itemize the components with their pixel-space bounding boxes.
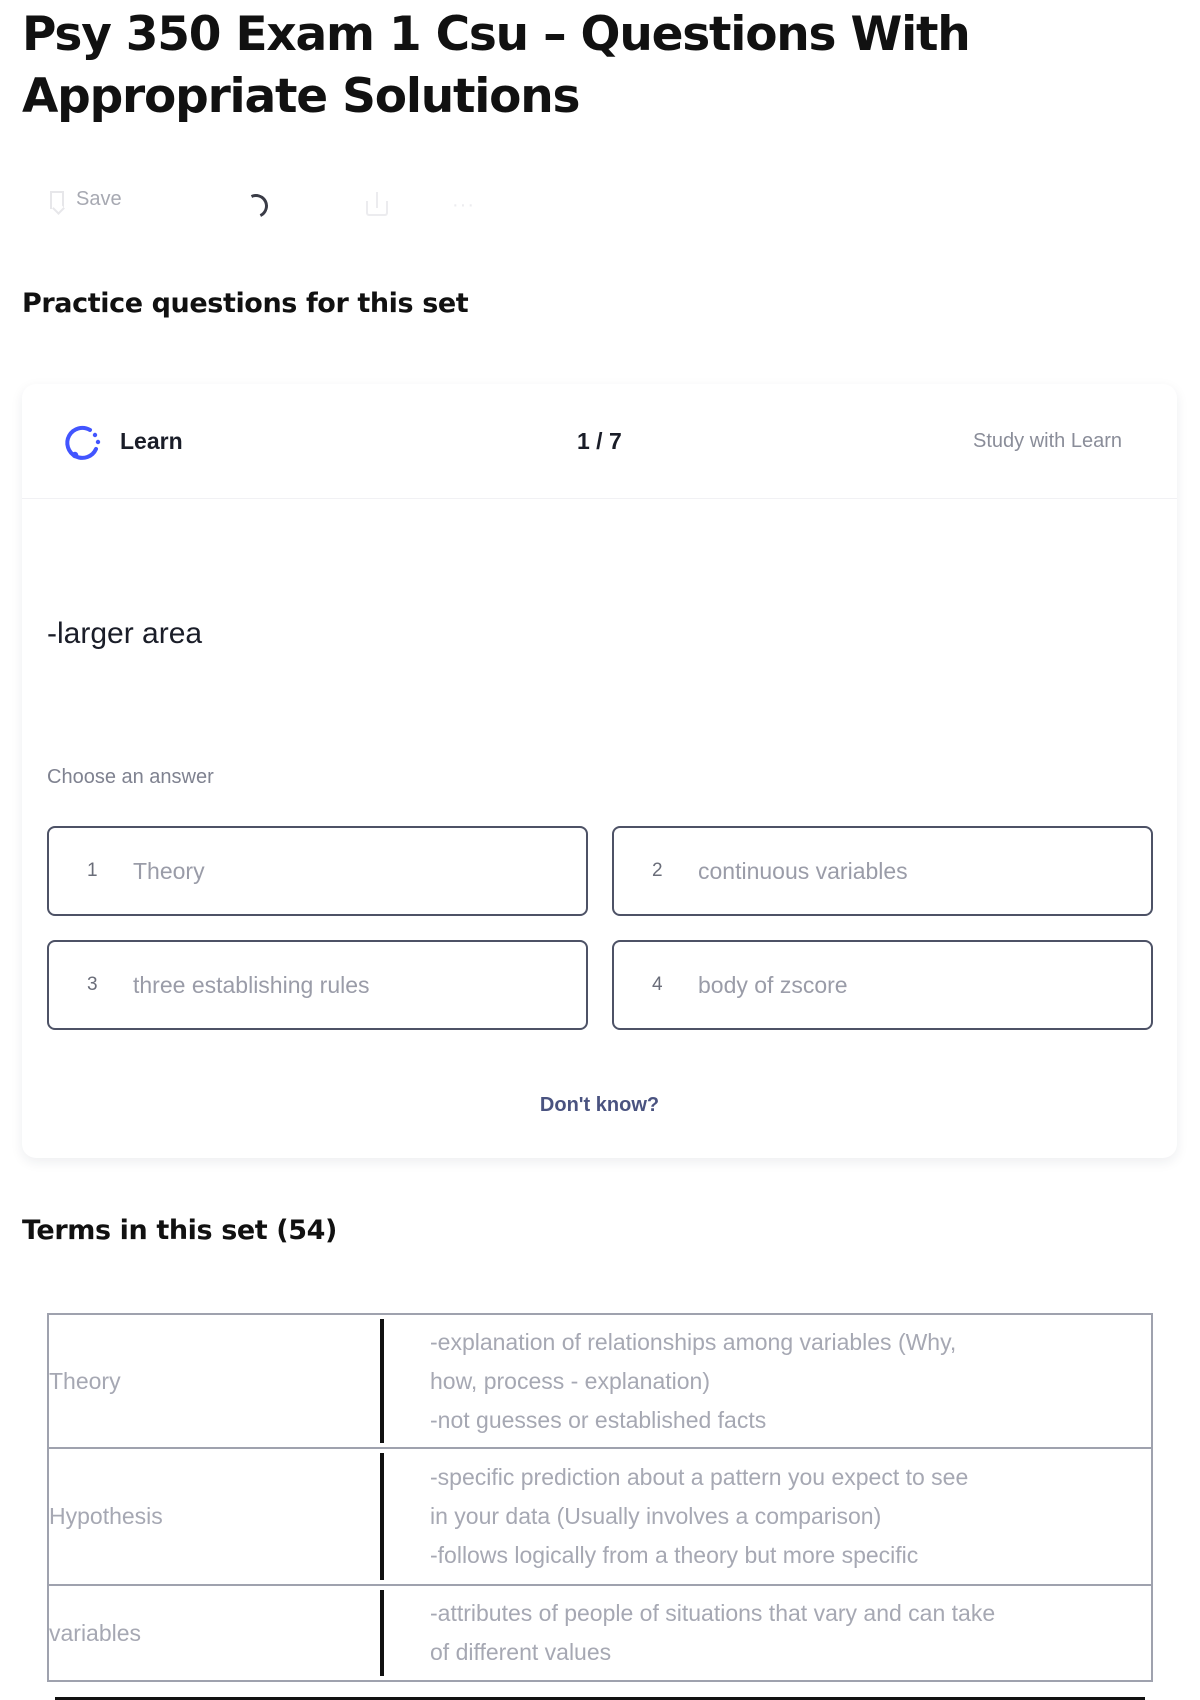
loading-spinner-icon [241,191,272,222]
definition-line: -follows logically from a theory but more specific [430,1542,919,1568]
answer-option-1[interactable] [47,826,588,916]
answer-option-4[interactable] [612,940,1153,1030]
definition-line: of different values [430,1639,612,1665]
choose-answer-label: Choose an answer [47,766,214,788]
answer-number: 3 [87,974,98,995]
answer-text: body of zscore [698,971,848,998]
answer-options [47,826,1153,1030]
terms-section-heading: Terms in this set (54) [22,1215,337,1246]
answer-option-3[interactable] [47,940,588,1030]
column-divider [380,1319,384,1443]
definition-line: -specific prediction about a pattern you expect to see [430,1464,969,1490]
save-label: Save [76,188,122,210]
dont-know-button[interactable]: Don't know? [539,1094,660,1116]
definition-cell [380,1314,1152,1448]
definition-cell [380,1585,1152,1681]
definition-line: in your data (Usually involves a comparison) [430,1503,882,1529]
answer-text: Theory [133,857,205,884]
definition-line: how, process - explanation) [430,1367,710,1394]
definition-line: -not guesses or established facts [430,1406,767,1433]
learn-card [22,384,1177,1158]
definition-line: -attributes of people of situations that vary and can take [430,1600,996,1626]
definition-line: -explanation of relationships among variables (Why, [430,1328,957,1355]
learn-card-header [22,384,1177,499]
answer-text: continuous variables [698,857,908,884]
term-cell: variables [48,1585,380,1681]
term-row [48,1585,1152,1681]
term-cell: Hypothesis [48,1448,380,1585]
term-row [48,1314,1152,1448]
column-divider [380,1453,384,1580]
terms-table [47,1313,1153,1682]
more-options-icon[interactable]: ··· [452,194,475,216]
study-with-learn-link[interactable]: Study with Learn [973,430,1122,452]
share-icon[interactable] [366,192,388,216]
learn-label: Learn [120,428,183,454]
definition-cell [380,1448,1152,1585]
answer-text: three establishing rules [133,971,370,998]
answer-number: 2 [652,860,663,881]
practice-section-heading: Practice questions for this set [22,288,469,319]
page-title: Psy 350 Exam 1 Csu – Questions With Appropriate Solutions [22,7,970,124]
question-prompt: -larger area [47,617,203,650]
set-toolbar [50,188,510,228]
question-progress: 1 / 7 [577,428,622,454]
column-divider [380,1590,384,1676]
bookmark-icon [50,191,64,209]
term-row [48,1448,1152,1585]
save-button[interactable] [50,188,122,211]
answer-number: 1 [87,860,98,881]
answer-option-2[interactable] [612,826,1153,916]
learn-icon [62,422,102,462]
term-cell: Theory [48,1314,380,1448]
answer-number: 4 [652,974,663,995]
